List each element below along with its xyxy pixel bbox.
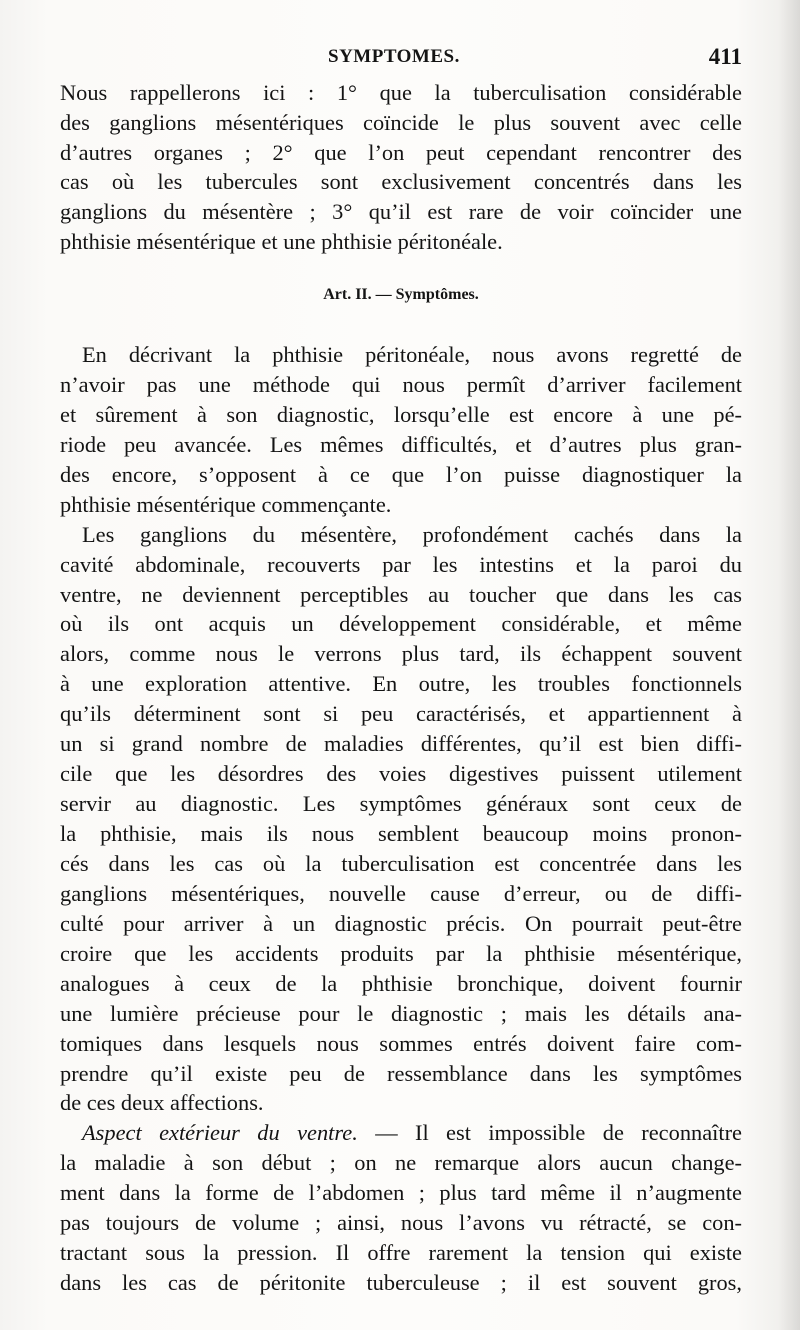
text-line: cile que les désordres des voies digestives puissent utilement xyxy=(60,761,742,787)
running-head: SYMPTOMES. xyxy=(328,46,460,67)
section-heading: Art. II. — Symptômes. xyxy=(323,286,479,303)
text-line: culté pour arriver à un diagnostic précis. On pourrait peut-être xyxy=(60,910,742,936)
text-line: Nous rappellerons ici : 1° que la tuberculisation considérable xyxy=(60,80,742,105)
text-line: qu’ils déterminent sont si peu caractérisés, et appartiennent à xyxy=(60,701,742,727)
text-line: riode peu avancée. Les mêmes difficultés, et d’autres plus gran- xyxy=(60,431,742,457)
text-line: la maladie à son début ; on ne remarque alors aucun change- xyxy=(60,1150,742,1176)
text-line: n’avoir pas une méthode qui nous permît d’arriver facilement xyxy=(60,371,742,397)
text-run: — Il est impossible de reconnaître xyxy=(357,1120,742,1146)
text-line: ganglions du mésentère ; 3° qu’il est rare de voir coïncider une xyxy=(60,199,742,225)
text-line: dans les cas de péritonite tuberculeuse ; il est souvent gros, xyxy=(60,1270,742,1296)
text-line: phthisie mésentérique commençante. xyxy=(60,491,392,517)
text-line: Les ganglions du mésentère, profondément cachés dans la xyxy=(82,521,742,547)
text-line: cés dans les cas où la tuberculisation est concentrée dans les xyxy=(60,850,742,876)
text-line: d’autres organes ; 2° que l’on peut cependant rencontrer des xyxy=(60,139,742,165)
text-line: tomiques dans lesquels nous sommes entrés doivent faire com- xyxy=(60,1030,742,1056)
text-line: à une exploration attentive. En outre, les troubles fonctionnels xyxy=(60,671,742,697)
text-line: des ganglions mésentériques coïncide le plus souvent avec celle xyxy=(60,109,742,135)
text-line: la phthisie, mais ils nous semblent beaucoup moins pronon- xyxy=(60,821,742,846)
text-line: phthisie mésentérique et une phthisie péritonéale. xyxy=(60,228,503,254)
text-line: un si grand nombre de maladies différentes, qu’il est bien diffi- xyxy=(60,731,742,757)
text-line: une lumière précieuse pour le diagnostic ; mais les détails ana- xyxy=(60,1000,742,1026)
body-text xyxy=(60,340,742,1298)
text-line: cavité abdominale, recouverts par les intestins et la paroi du xyxy=(60,551,742,577)
text-line: prendre qu’il existe peu de ressemblance dans les symptômes xyxy=(60,1060,742,1086)
text-line: ventre, ne deviennent perceptibles au toucher que dans les cas xyxy=(60,581,742,607)
text-line: analogues à ceux de la phthisie bronchique, doivent fournir xyxy=(60,970,742,996)
text-line: croire que les accidents produits par la phthisie mésentérique, xyxy=(60,940,742,966)
text-line: des encore, s’opposent à ce que l’on puisse diagnostiquer la xyxy=(60,461,742,487)
text-line: de ces deux affections. xyxy=(60,1090,264,1116)
paragraph-intro xyxy=(60,78,742,257)
page-header xyxy=(60,46,742,72)
text-line: ment dans la forme de l’abdomen ; plus tard même il n’augmente xyxy=(60,1180,742,1206)
text-line: cas où les tubercules sont exclusivement concentrés dans les xyxy=(60,169,742,195)
page-edge-shadow xyxy=(778,0,800,1330)
text-line: En décrivant la phthisie péritonéale, nous avons regretté de xyxy=(82,342,742,367)
text-line: où ils ont acquis un développement considérable, et même xyxy=(60,611,742,637)
text-line: pas toujours de volume ; ainsi, nous l’avons vu rétracté, se con- xyxy=(60,1210,742,1236)
text-line: servir au diagnostic. Les symptômes généraux sont ceux de xyxy=(60,791,742,817)
text-line xyxy=(60,1118,742,1148)
text-line: et sûrement à son diagnostic, lorsqu’elle est encore à une pé- xyxy=(60,401,742,427)
page-number: 411 xyxy=(708,44,742,69)
text-line: ganglions mésentériques, nouvelle cause d’erreur, ou de diffi- xyxy=(60,880,742,906)
text-line: tractant sous la pression. Il offre rarement la tension qui existe xyxy=(60,1240,742,1266)
text-line: alors, comme nous le verrons plus tard, ils échappent souvent xyxy=(60,641,742,667)
italic-lead: Aspect extérieur du ventre. xyxy=(82,1120,358,1146)
